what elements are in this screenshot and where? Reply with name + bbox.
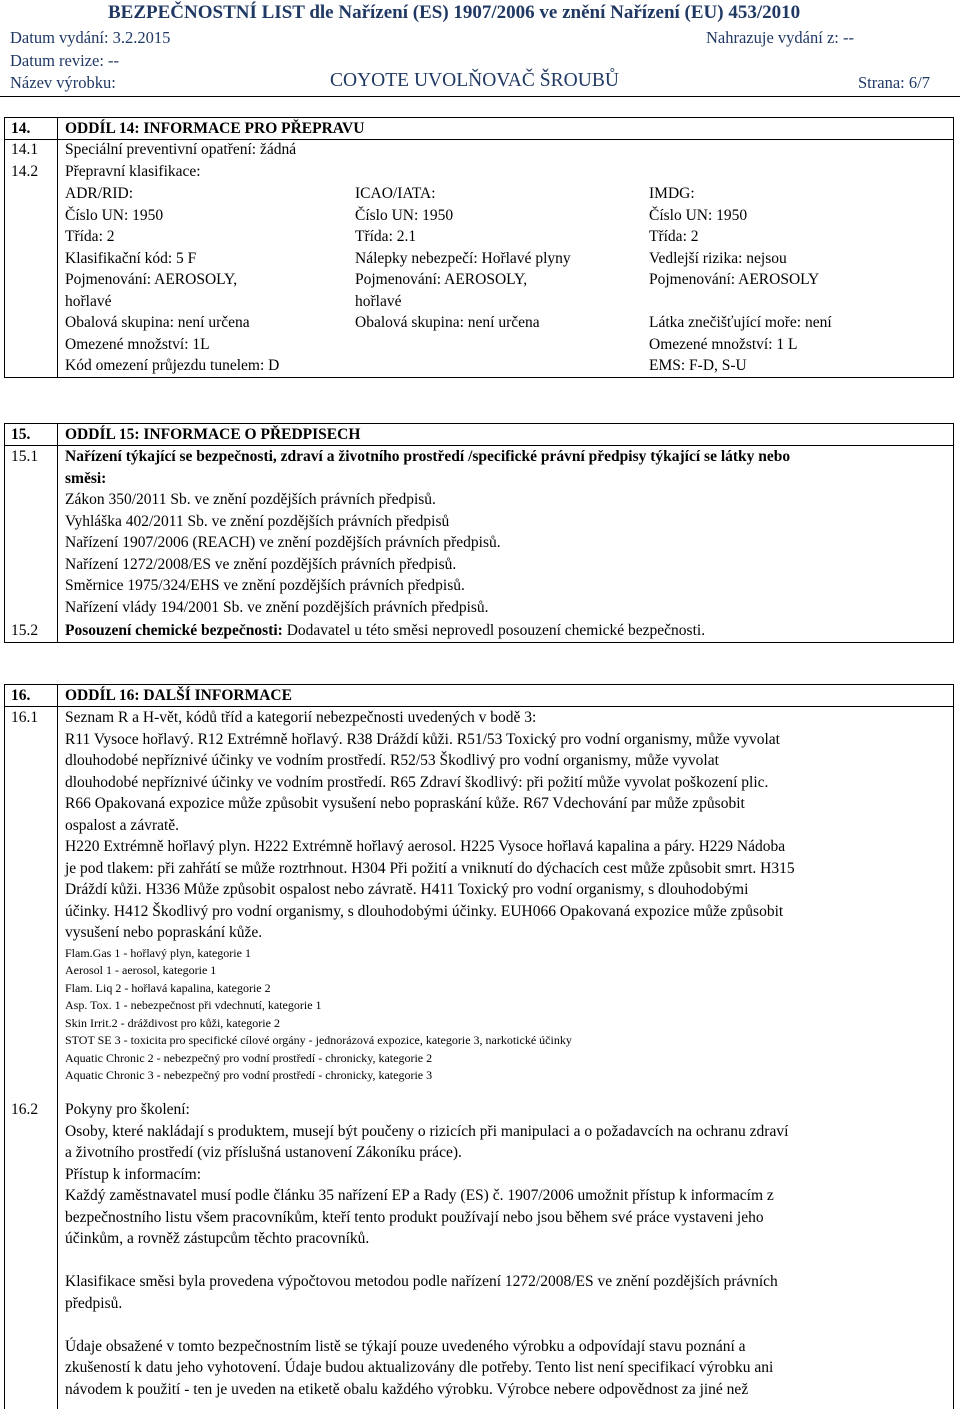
disclaimer: Údaje obsažené v tomto bezpečnostním listě se týkají pouze uvedeného výrobku a odpovídají stavu poznání a zkušeností k datu jeho vyhotovení. Údaje budou aktualizovány dle potřeby. Tento list není specifikací výrobku ani návodem k použití - ten je uveden na etiketě obalu každého výrobku. Výrobce nebere odpovědnost za jiné než [65, 1337, 774, 1398]
page-number: Strana: 6/7 [858, 73, 930, 92]
document-title: BEZPEČNOSTNÍ LIST dle Nařízení (ES) 1907/2006 ve znění Nařízení (EU) 453/2010 [108, 2, 801, 23]
adr-column: ADR/RID: Číslo UN: 1950 Třída: 2 Klasifikační kód: 5 F Pojmenování: AEROSOLY, hořlavé Obalová skupina: není určena Omezené množství: 1L Kód omezení průjezdu tunelem: D [65, 185, 280, 374]
product-label: Název výrobku: [10, 73, 116, 92]
section-15: 15. ODDÍL 15: INFORMACE O PŘEDPISECH 15.1 Nařízení týkající se bezpečnosti, zdraví a životního prostředí /specifické právní předpisy týkající se látky nebo směsi: Zákon 350/2011 Sb. ve znění pozdějších právních předpisů. Vyhláška 402/2011 Sb. ve znění pozdějších právních předpisů Nařízení 1907/2006 (REACH) ve znění pozdějších právních předpisů. Nařízení 1272/2008/ES ve znění pozdějších právních předpisů. Směrnice 1975/324/EHS ve znění pozdějších právních předpisů. Nařízení vlády 194/2001 Sb. ve znění pozdějších právních předpisů. 15.2 Posouzení chemické bezpečnosti: Dodavatel u této směsi neprovedl posouzení chemické bezpečnosti. [4, 423, 954, 643]
product-name: COYOTE UVOLŇOVAČ ŠROUBŮ [330, 70, 619, 91]
section-14: 14. ODDÍL 14: INFORMACE PRO PŘEPRAVU 14.1 Speciální preventivní opatření: žádná 14.2 Přepravní klasifikace: ADR/RID: Číslo UN: 1950 Třída: 2 Klasifikační kód: 5 F Pojmenování: AEROSOLY, hořlavé Obalová skupina: není určena Omezené množství: 1L Kód omezení průjezdu tunelem: D ICAO/IATA: Číslo UN: 1950 Třída: 2.1 Nálepky nebezpečí: Hořlavé plyny Pojmenování: AEROSOLY, hořlavé Obalová skupina: není určena IMDG: Číslo UN: 1950 Třída: 2 Vedlejší rizika: nejsou Pojmenování: AEROSOLY Látka znečišťující moře: není Omezené množství: 1 L EMS: F-D, S-U [4, 117, 954, 378]
hazard-classes-list: Flam.Gas 1 - hořlavý plyn, kategorie 1 Aerosol 1 - aerosol, kategorie 1 Flam. Liq 2 - hořlavá kapalina, kategorie 2 Asp. Tox. 1 - nebezpečnost při vdechnutí, kategorie 1 Skin Irrit.2 - dráždivost pro kůži, kategorie 2 STOT SE 3 - toxicita pro specifické cílové orgány - jednorázová expozice, kategorie 3, narkotické účinky Aquatic Chronic 2 - nebezpečný pro vodní prostředí - chronicky, kategorie 2 Aquatic Chronic 3 - nebezpečný pro vodní prostředí - chronicky, kategorie 3 [65, 945, 572, 1082]
section-16: 16. ODDÍL 16: DALŠÍ INFORMACE 16.1 Seznam R a H-vět, kódů tříd a kategorií nebezpečnosti uvedených v bodě 3: R11 Vysoce hořlavý. R12 Extrémně hořlavý. R38 Dráždí kůži. R51/53 Toxický pro vodní organismy, může vyvolat dlouhodobé nepříznivé účinky ve vodním prostředí. R52/53 Škodlivý pro vodní organismy, může vyvolat dlouhodobé nepříznivé účinky ve vodním prostředí. R65 Zdraví škodlivý: při požití může vyvolat poškození plic. R66 Opakovaná expozice může způsobit vysušení nebo popraskání kůže. R67 Vdechování par může způsobit ospalost a závratě. H220 Extrémně hořlavý plyn. H222 Extrémně hořlavý aerosol. H225 Vysoce hořlavá kapalina a páry. H229 Nádoba je pod tlakem: při zahřátí se může roztrhnout. H304 Při požití a vniknutí do dýchacích cest může způsobit smrt. H315 Dráždí kůži. H336 Může způsobit ospalost nebo závratě. H411 Toxický pro vodní organismy, s dlouhodobými účinky. H412 Škodlivý pro vodní organismy, s dlouhodobými účinky. EUH066 Opakovaná expozice může způsobit vysušení nebo popraskání kůže. Flam.Gas 1 - hořlavý plyn, kategorie 1 Aerosol 1 - aerosol, kategorie 1 Flam. Liq 2 - hořlavá kapalina, kategorie 2 Asp. Tox. 1 - nebezpečnost při vdechnutí, kategorie 1 Skin Irrit.2 - dráždivost pro kůži, kategorie 2 STOT SE 3 - toxicita pro specifické cílové orgány - jednorázová expozice, kategorie 3, narkotické účinky Aquatic Chronic 2 - nebezpečný pro vodní prostředí - chronicky, kategorie 2 Aquatic Chronic 3 - nebezpečný pro vodní prostředí - chronicky, kategorie 3 16.2 Pokyny pro školení: Osoby, které nakládají s produktem, musejí být poučeny o rizicích při manipulaci a o požadavcích na ochranu zdraví a životního prostředí (viz příslušná ustanovení Zákoníku práce). Přístup k informacím: Každý zaměstnavatel musí podle článku 35 nařízení EP a Rady (ES) č. 1907/2006 umožnit přístup k informacím z bezpečnostního listu všem pracovníkům, kteří tento produkt používají nebo jsou během své práce vystaveni jeho účinkům, a rovněž zástupcům těchto pracovníků. Klasifikace směsi byla provedena výpočtovou metodou podle nařízení 1272/2008/ES ve znění pozdějších právních předpisů. Údaje obsažené v tomto bezpečnostním listě se týkají pouze uvedeného výrobku a odpovídají stavu poznání a zkušeností k datu jeho vyhotovení. Údaje budou aktualizovány dle potřeby. Tento list není specifikací výrobku ani návodem k použití - ten je uveden na etiketě obalu každého výrobku. Výrobce nebere odpovědnost za jiné než [4, 684, 954, 1409]
replaces-issue: Nahrazuje vydání z: -- [706, 28, 854, 47]
icao-column: ICAO/IATA: Číslo UN: 1950 Třída: 2.1 Nálepky nebezpečí: Hořlavé plyny Pojmenování: AEROSOLY, hořlavé Obalová skupina: není určena [355, 185, 571, 331]
column-divider [57, 118, 58, 377]
imdg-column: IMDG: Číslo UN: 1950 Třída: 2 Vedlejší rizika: nejsou Pojmenování: AEROSOLY Látka znečišťující moře: není Omezené množství: 1 L EMS: F-D, S-U [649, 185, 832, 374]
issue-date: Datum vydání: 3.2.2015 [10, 28, 171, 47]
document-header [0, 0, 960, 100]
classification-note: Klasifikace směsi byla provedena výpočtovou metodou podle nařízení 1272/2008/ES ve znění pozdějších právních předpisů. [65, 1273, 778, 1312]
revision-date: Datum revize: -- [10, 51, 120, 70]
header-divider [0, 96, 960, 97]
